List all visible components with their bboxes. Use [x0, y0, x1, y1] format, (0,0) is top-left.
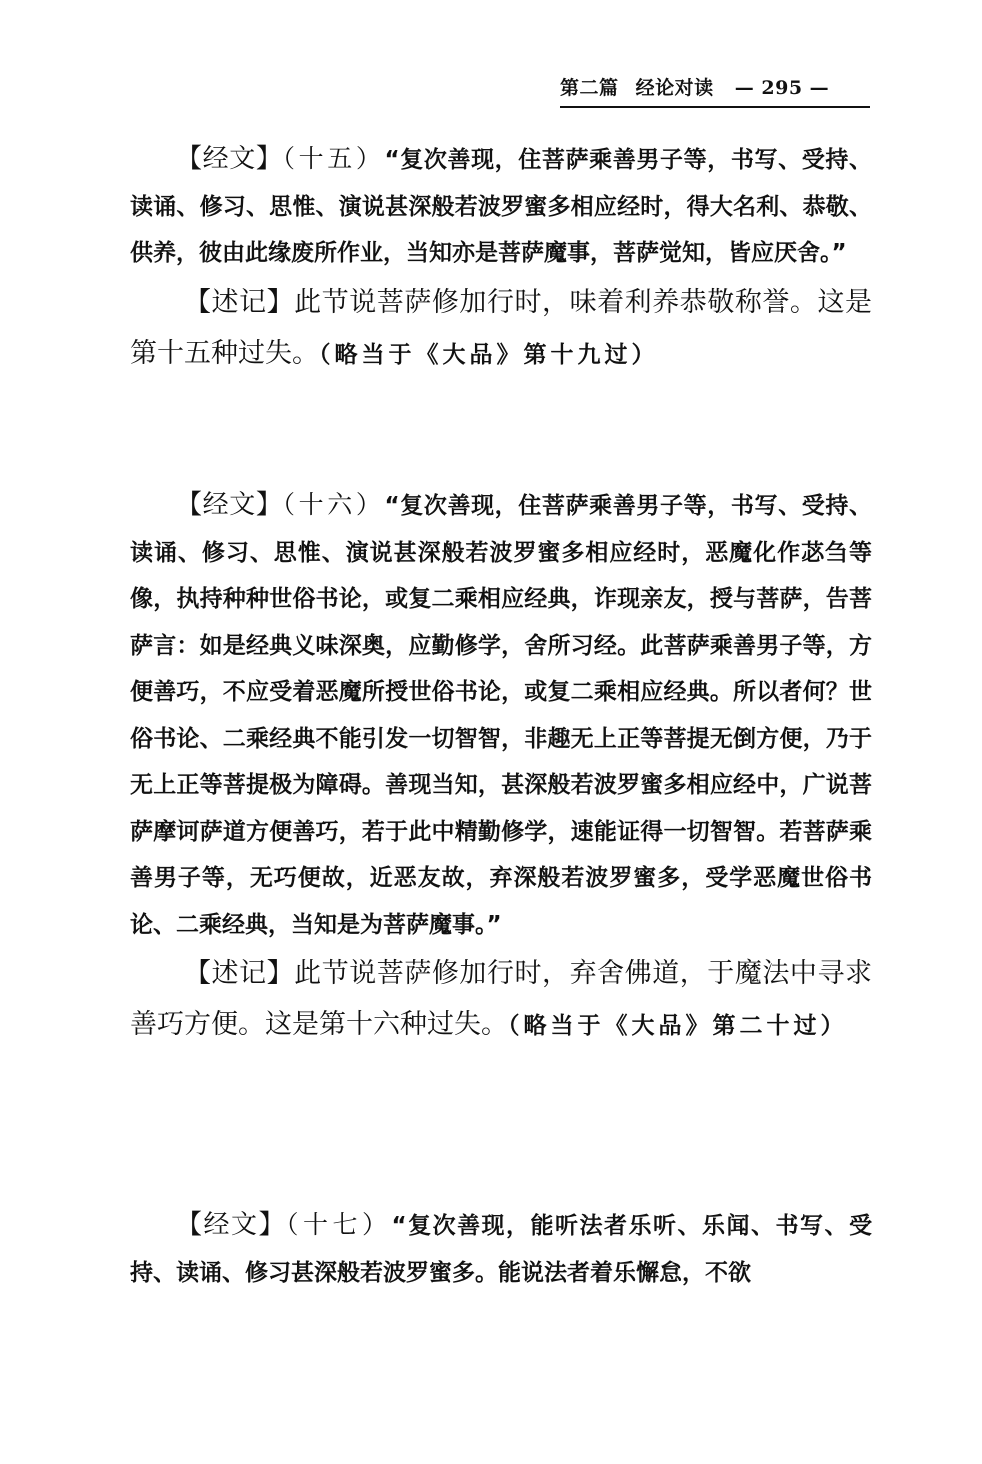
shuji-text: 此节说菩萨修加行时，味着利养恭敬称誉。这是第十五种过失。	[130, 286, 873, 369]
shuji-label: 【述记】	[184, 958, 295, 989]
jingwen-text: “复次善现，住菩萨乘善男子等，书写、受持、读诵、修习、思惟、演说甚深般若波罗蜜多相应经时，恶魔化作苾刍等像，执持种种世俗书论，或复二乘相应经典，诈现亲友，授与菩萨，告菩萨言：如是经典义味深奥，应勤修学，舍所习经。此菩萨乘善男子等，方便善巧，不应受着恶魔所授世俗书论，或复二乘相应经典。所以者何？世俗书论、二乘经典不能引发一切智智，非趣无上正等菩提无倒方便，乃于无上正等菩提极为障碍。善现当知，甚深般若波罗蜜多相应经中，广说菩萨摩诃萨道方便善巧，若于此中精勤修学，速能证得一切智智。若菩萨乘善男子等，无巧便故，近恶友故，弃深般若波罗蜜多，受学恶魔世俗书论、二乘经典，当知是为菩萨魔事。”	[130, 493, 872, 938]
running-header	[560, 70, 870, 106]
shuji-reference: （略当于《大品》第二十过）	[508, 1012, 848, 1039]
header-title: 经论对读	[635, 77, 714, 99]
section-17	[130, 1202, 872, 1296]
shuji-paragraph	[130, 948, 872, 1051]
shuji-reference: （略当于《大品》第十九过）	[319, 340, 659, 368]
jingwen-text: “复次善现，住菩萨乘善男子等，书写、受持、读诵、修习、思惟、演说甚深般若波罗蜜多相应经时，得大名利、恭敬、供养，彼由此缘废所作业，当知亦是菩萨魔事，菩萨觉知，皆应厌舍。”	[130, 147, 872, 266]
section-15	[130, 136, 872, 380]
section-16	[130, 482, 872, 1051]
jingwen-label: 【经文】	[176, 144, 283, 174]
header-part: 第二篇	[560, 77, 619, 99]
jingwen-number: （十六）	[282, 490, 385, 519]
jingwen-paragraph	[130, 136, 872, 277]
jingwen-paragraph	[130, 482, 872, 948]
jingwen-number: （十七）	[285, 1210, 392, 1239]
header-rule	[560, 106, 870, 108]
jingwen-number: （十五）	[282, 144, 385, 173]
jingwen-label: 【经文】	[176, 490, 283, 520]
jingwen-paragraph	[130, 1202, 872, 1296]
shuji-paragraph	[130, 277, 872, 380]
jingwen-label: 【经文】	[176, 1210, 286, 1240]
shuji-text: 此节说菩萨修加行时，弃舍佛道，于魔法中寻求善巧方便。这是第十六种过失。	[130, 958, 873, 1040]
shuji-label: 【述记】	[184, 286, 295, 318]
jingwen-text: “复次善现，能听法者乐听、乐闻、书写、受持、读诵、修习甚深般若波罗蜜多。能说法者着乐懈怠，不欲	[130, 1213, 872, 1286]
header-page-number: — 295 —	[734, 77, 830, 99]
